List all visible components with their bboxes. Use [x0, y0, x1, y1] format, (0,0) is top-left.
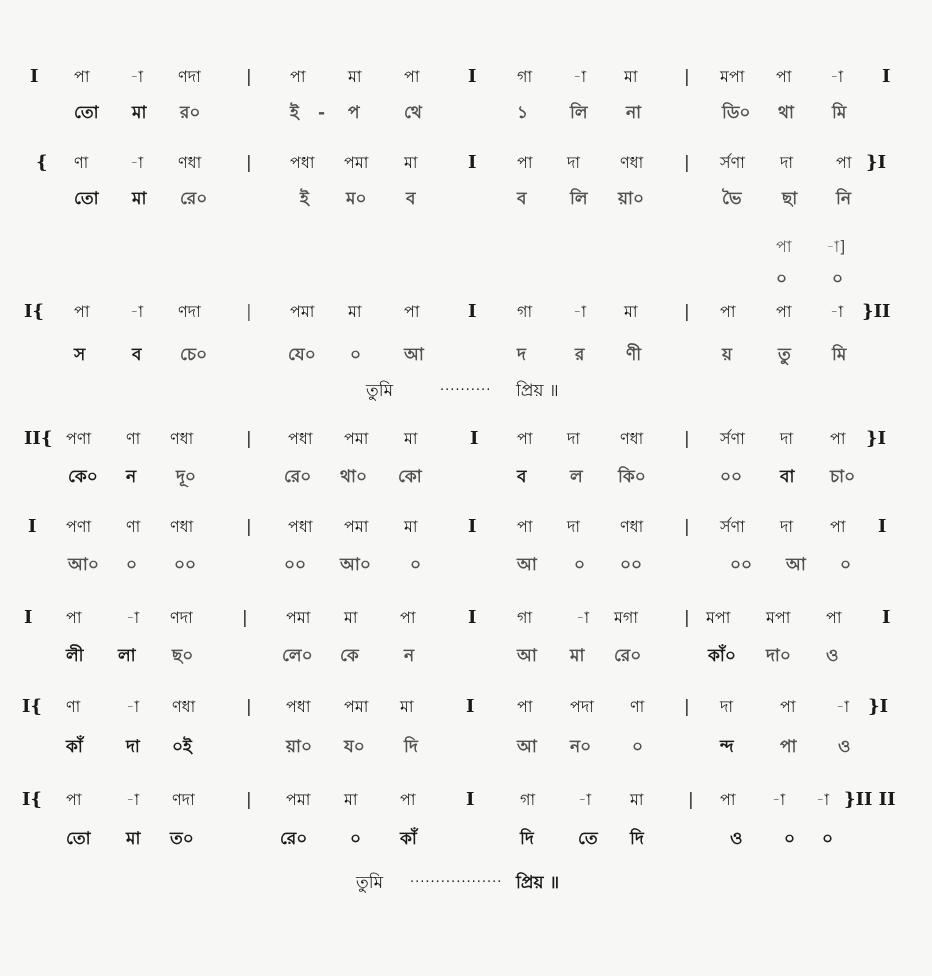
syllable: ০০ — [720, 467, 743, 487]
refrain-dots: ·················· — [410, 875, 503, 890]
note: -া — [578, 790, 592, 809]
bar-mark: I — [468, 301, 477, 322]
note: ণধা — [172, 697, 196, 716]
bar-mark: }I — [868, 696, 888, 717]
bar-mark: | — [246, 790, 252, 810]
note: -া — [772, 790, 786, 809]
syllable: মি — [832, 103, 847, 123]
note: মা — [404, 153, 418, 172]
syllable: লা — [118, 646, 136, 666]
note: পধা — [288, 517, 313, 536]
note: পা — [66, 790, 82, 809]
swara-line — [0, 692, 932, 722]
note: ণধা — [178, 153, 202, 172]
syllable: ০ — [832, 269, 844, 289]
note: র্সণা — [720, 517, 745, 536]
note: মা — [400, 697, 414, 716]
syllable: লি — [570, 189, 588, 209]
note: -া — [830, 67, 844, 86]
bar-mark: I — [466, 789, 475, 810]
syllable: তো — [74, 103, 99, 123]
swara-line — [0, 512, 932, 542]
note: ণধা — [170, 517, 194, 536]
note: -া — [816, 790, 830, 809]
note: দা — [567, 517, 581, 536]
note: -া — [836, 697, 850, 716]
note: মা — [630, 790, 644, 809]
syllable: ই — [300, 189, 309, 209]
syllable: ন্দ — [720, 737, 734, 757]
lyric-line — [0, 462, 932, 492]
note: পা — [776, 237, 792, 256]
syllable: ত০ — [170, 829, 194, 849]
note: মা — [404, 517, 418, 536]
refrain-start: তুমি — [366, 381, 394, 401]
note: মা — [624, 302, 638, 321]
note: -া — [130, 153, 144, 172]
note: দা — [780, 153, 794, 172]
syllable: ০ — [632, 737, 644, 757]
note: ণা — [126, 517, 141, 536]
bar-mark: | — [684, 517, 690, 537]
syllable: ন — [126, 467, 137, 487]
lyric-line — [0, 340, 932, 370]
syllable: তু — [778, 345, 791, 365]
note: গা — [517, 67, 533, 86]
note: পা — [74, 302, 90, 321]
syllable: লে০ — [282, 646, 313, 666]
syllable: থে — [404, 103, 422, 123]
syllable: ০ — [350, 829, 362, 849]
syllable: মা — [570, 646, 585, 666]
syllable: তো — [74, 189, 99, 209]
note: মা — [344, 790, 358, 809]
note: -া — [573, 302, 587, 321]
lyric-line — [0, 824, 932, 854]
note: পা — [517, 517, 533, 536]
syllable: র০ — [180, 103, 201, 123]
note: দা — [780, 429, 794, 448]
note: পমা — [344, 429, 369, 448]
syllable: ০ই — [172, 737, 192, 757]
syllable: কো — [398, 467, 422, 487]
syllable: মা — [132, 103, 147, 123]
note: -া — [130, 67, 144, 86]
syllable: তো — [66, 829, 91, 849]
syllable: রে০ — [180, 189, 208, 209]
syllable: পা — [780, 737, 797, 757]
note: -া — [573, 67, 587, 86]
note: পণা — [66, 429, 92, 448]
bar-mark: | — [242, 608, 248, 628]
note: পা — [776, 67, 792, 86]
syllable: কাঁ — [400, 829, 417, 849]
note: পমা — [286, 608, 311, 627]
note: পা — [836, 153, 852, 172]
bar-mark: | — [688, 790, 694, 810]
syllable: ও — [838, 737, 851, 757]
syllable: দি — [520, 829, 534, 849]
syllable: আ — [517, 737, 537, 757]
syllable: ভৈ — [722, 189, 742, 209]
swara-line — [0, 62, 932, 92]
note: পমা — [344, 517, 369, 536]
syllable: ছ০ — [172, 646, 194, 666]
syllable: ০০ — [730, 555, 753, 575]
syllable: ছা — [782, 189, 798, 209]
syllable: ও — [730, 829, 743, 849]
note: ণধা — [170, 429, 194, 448]
note: মপা — [766, 608, 791, 627]
bar-mark: | — [684, 302, 690, 322]
bar-mark: | — [246, 429, 252, 449]
bar-mark: I{ — [22, 696, 42, 717]
note: পণা — [66, 517, 92, 536]
note: পধা — [290, 153, 315, 172]
note: পা — [776, 302, 792, 321]
refrain-line — [0, 868, 932, 898]
note: পা — [74, 67, 90, 86]
syllable: য়া০ — [286, 737, 312, 757]
syllable: আ — [517, 555, 537, 575]
swara-line — [0, 297, 932, 327]
bar-mark: I — [30, 66, 39, 87]
syllable: য়া০ — [618, 189, 644, 209]
syllable: চে০ — [180, 345, 208, 365]
bar-mark: }I — [866, 152, 886, 173]
syllable: মা — [126, 829, 141, 849]
syllable: তে — [578, 829, 598, 849]
note: ণদা — [170, 608, 193, 627]
syllable: কে০ — [68, 467, 98, 487]
syllable: ন — [404, 646, 415, 666]
syllable: র — [575, 345, 585, 365]
lyric-line — [0, 732, 932, 762]
lyric-line — [0, 184, 932, 214]
swara-line — [0, 232, 932, 262]
note: দা — [780, 517, 794, 536]
syllable: কে — [340, 646, 359, 666]
note: পধা — [288, 429, 313, 448]
note: ণা — [126, 429, 141, 448]
note: র্সণা — [720, 429, 745, 448]
syllable: রে০ — [280, 829, 308, 849]
note: পা — [720, 302, 736, 321]
syllable: থা০ — [340, 467, 367, 487]
note: -া] — [826, 237, 846, 256]
syllable: দা০ — [766, 646, 791, 666]
note: ণা — [630, 697, 645, 716]
bar-mark: | — [246, 67, 252, 87]
syllable: ব — [517, 467, 527, 487]
bar-mark: I — [468, 607, 477, 628]
bar-mark: I — [468, 152, 477, 173]
note: পদা — [570, 697, 594, 716]
note: ণদা — [172, 790, 195, 809]
syllable: কাঁ — [66, 737, 83, 757]
note: পা — [517, 153, 533, 172]
note: ণধা — [620, 429, 644, 448]
note: র্সণা — [720, 153, 745, 172]
syllable: আ০ — [68, 555, 99, 575]
syllable: ০ — [784, 829, 796, 849]
bar-mark: | — [684, 429, 690, 449]
bar-mark: I — [470, 428, 479, 449]
note: গা — [520, 790, 536, 809]
bar-mark: }II II — [844, 789, 896, 810]
syllable: ০০ — [284, 555, 307, 575]
note: পা — [826, 608, 842, 627]
syllable: আ — [786, 555, 806, 575]
note: গা — [517, 608, 533, 627]
note: দা — [720, 697, 734, 716]
note: -া — [576, 608, 590, 627]
syllable: ডি০ — [722, 103, 751, 123]
syllable: দি — [404, 737, 418, 757]
bar-mark: I{ — [22, 789, 42, 810]
syllable: বা — [780, 467, 795, 487]
note: ণদা — [178, 67, 201, 86]
bar-mark: I — [466, 696, 475, 717]
syllable: ব — [517, 189, 527, 209]
syllable: ব — [406, 189, 416, 209]
bar-mark: I — [878, 516, 887, 537]
lyric-line — [0, 641, 932, 671]
syllable: দি — [630, 829, 644, 849]
syllable: কাঁ০ — [708, 646, 736, 666]
syllable: লী — [66, 646, 84, 666]
note: -া — [130, 302, 144, 321]
bar-mark: I — [24, 607, 33, 628]
swara-line — [0, 603, 932, 633]
note: ণা — [66, 697, 81, 716]
syllable: চা০ — [830, 467, 856, 487]
note: পমা — [344, 697, 369, 716]
syllable: প — [348, 103, 360, 123]
syllable: ল — [570, 467, 583, 487]
syllable: ই — [290, 103, 299, 123]
note: পা — [66, 608, 82, 627]
note: পা — [290, 67, 306, 86]
syllable: য০ — [344, 737, 365, 757]
lyric-line — [0, 264, 932, 294]
syllable: দূ০ — [176, 467, 196, 487]
note: পমা — [344, 153, 369, 172]
syllable: আ — [517, 646, 537, 666]
note: মা — [624, 67, 638, 86]
note: মা — [344, 608, 358, 627]
syllable: ণী — [626, 345, 642, 365]
note: মপা — [706, 608, 731, 627]
syllable: ০ — [350, 345, 362, 365]
note: ণদা — [178, 302, 201, 321]
bar-mark: I{ — [24, 301, 44, 322]
note: ণা — [74, 153, 89, 172]
note: পা — [400, 790, 416, 809]
syllable: আ — [404, 345, 424, 365]
note: মা — [404, 429, 418, 448]
bar-mark: { — [36, 152, 48, 173]
syllable: ম০ — [346, 189, 367, 209]
note: মা — [348, 302, 362, 321]
syllable: আ০ — [340, 555, 371, 575]
bar-mark: | — [684, 67, 690, 87]
syllable: কি০ — [618, 467, 646, 487]
syllable: ০০ — [174, 555, 197, 575]
note: পমা — [290, 302, 315, 321]
note: গা — [517, 302, 533, 321]
syllable: যে০ — [288, 345, 316, 365]
bar-mark: }II — [862, 301, 891, 322]
syllable: ১ — [517, 103, 529, 123]
bar-mark: II{ — [24, 428, 53, 449]
syllable: ০ — [822, 829, 834, 849]
note: মপা — [720, 67, 745, 86]
bar-mark: | — [684, 608, 690, 628]
syllable: ০ — [410, 555, 422, 575]
note: পা — [404, 302, 420, 321]
syllable: ০ — [840, 555, 852, 575]
bar-mark: I — [28, 516, 37, 537]
refrain-end: প্রিয় ॥ — [516, 381, 559, 401]
note: পধা — [286, 697, 311, 716]
syllable: ০ — [126, 555, 138, 575]
syllable: ন০ — [570, 737, 592, 757]
syllable: ০০ — [620, 555, 643, 575]
syllable: ০ — [776, 269, 788, 289]
bar-mark: I — [468, 66, 477, 87]
refrain-end: প্রিয় ॥ — [516, 873, 560, 893]
note: -া — [126, 790, 140, 809]
syllable: - — [318, 103, 326, 123]
note: মা — [348, 67, 362, 86]
syllable: ও — [826, 646, 839, 666]
syllable: লি — [570, 103, 588, 123]
note: মগা — [614, 608, 639, 627]
note: পা — [720, 790, 736, 809]
syllable: রে০ — [614, 646, 642, 666]
note: ণধা — [620, 517, 644, 536]
syllable: ০ — [574, 555, 586, 575]
syllable: থা — [778, 103, 794, 123]
syllable: না — [626, 103, 642, 123]
note: -া — [830, 302, 844, 321]
bar-mark: | — [246, 517, 252, 537]
swara-line — [0, 785, 932, 815]
lyric-line — [0, 550, 932, 580]
bar-mark: I — [468, 516, 477, 537]
syllable: স — [74, 345, 86, 365]
bar-mark: | — [246, 302, 252, 322]
bar-mark: | — [684, 697, 690, 717]
note: পা — [780, 697, 796, 716]
bar-mark: I — [882, 607, 891, 628]
syllable: মি — [832, 345, 847, 365]
note: পা — [404, 67, 420, 86]
syllable: দা — [126, 737, 140, 757]
syllable: মা — [132, 189, 147, 209]
note: পা — [517, 697, 533, 716]
note: দা — [567, 429, 581, 448]
note: ণধা — [620, 153, 644, 172]
note: পা — [400, 608, 416, 627]
bar-mark: | — [684, 153, 690, 173]
note: পা — [830, 517, 846, 536]
note: দা — [567, 153, 581, 172]
syllable: দ — [517, 345, 526, 365]
syllable: ব — [132, 345, 142, 365]
syllable: য় — [722, 345, 733, 365]
note: পমা — [286, 790, 311, 809]
lyric-line — [0, 98, 932, 128]
refrain-line — [0, 376, 932, 406]
swara-line — [0, 424, 932, 454]
bar-mark: | — [246, 153, 252, 173]
swara-line — [0, 148, 932, 178]
refrain-start: তুমি — [356, 873, 384, 893]
bar-mark: I — [882, 66, 891, 87]
syllable: রে০ — [284, 467, 312, 487]
bar-mark: }I — [866, 428, 886, 449]
note: পা — [517, 429, 533, 448]
note: -া — [126, 697, 140, 716]
bar-mark: | — [246, 697, 252, 717]
note: পা — [830, 429, 846, 448]
syllable: নি — [836, 189, 852, 209]
note: -া — [126, 608, 140, 627]
refrain-dots: ·········· — [440, 383, 492, 398]
